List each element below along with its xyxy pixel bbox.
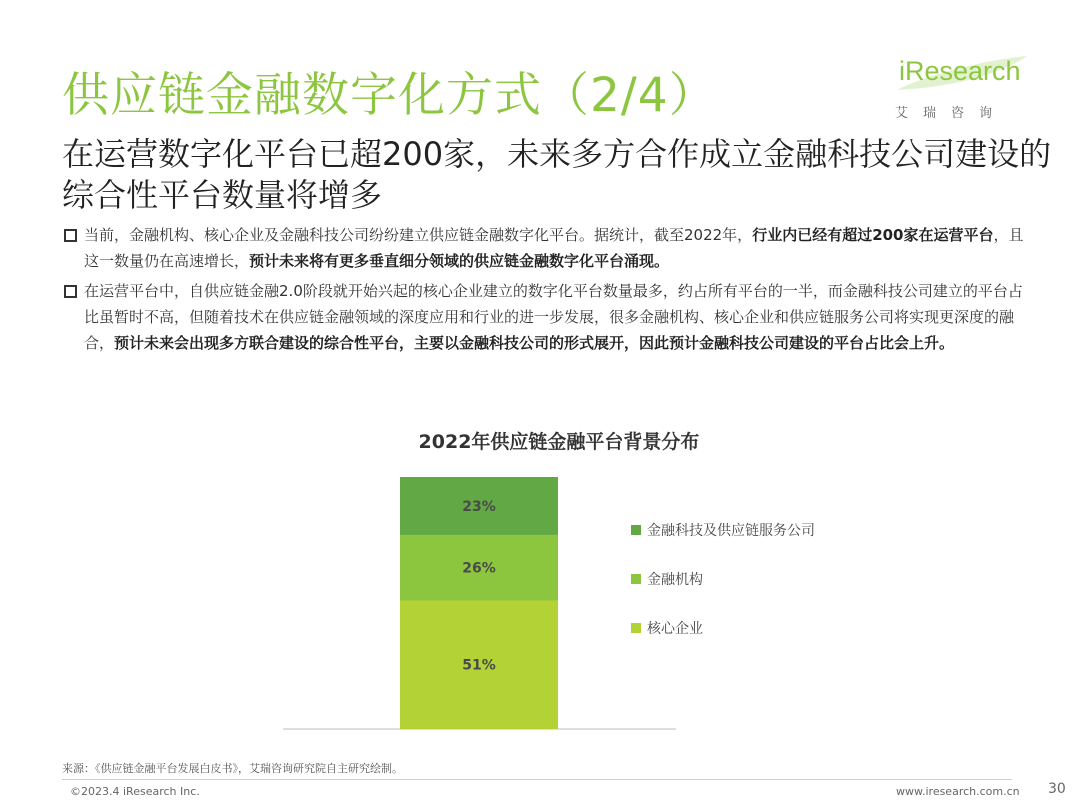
copyright-text: ©2023.4 iResearch Inc.	[70, 785, 200, 798]
data-label: 26%	[462, 560, 496, 577]
legend-swatch	[631, 623, 641, 633]
bullet-emphasis: 预计未来会出现多方联合建设的综合性平台，主要以金融科技公司的形式展开，因此预计金融科技公司建设的平台占比会上升。	[114, 334, 955, 352]
legend-swatch	[631, 525, 641, 535]
bullet-emphasis: 预计未来将有更多垂直细分领域的供应链金融数字化平台涌现。	[249, 252, 670, 270]
bullet-segment: 当前，金融机构、核心企业及金融科技公司纷纷建立供应链金融数字化平台。据统计，截至2022年，	[84, 226, 753, 244]
page-number: 30	[1048, 781, 1066, 797]
slide-subtitle: 在运营数字化平台已超200家，未来多方合作成立金融科技公司建设的综合性平台数量将增多	[62, 135, 1052, 214]
website-link[interactable]: www.iresearch.com.cn	[896, 785, 1020, 798]
logo-subtitle: 艾瑞咨询	[895, 106, 1008, 121]
source-note: 来源：《供应链金融平台发展白皮书》，艾瑞咨询研究院自主研究绘制。	[62, 762, 403, 775]
bullet-segment: ，且这一数量仍在高速增长，	[84, 226, 1024, 270]
chart-title: 2022年供应链金融平台背景分布	[418, 431, 700, 453]
legend-label: 核心企业	[647, 621, 703, 637]
slide-title: 供应链金融数字化方式（2/4）	[62, 68, 717, 123]
footer-divider	[62, 779, 1012, 780]
legend-label: 金融机构	[647, 572, 703, 588]
logo-wordmark: iResearch	[899, 56, 1021, 86]
bullet-segment: 在运营平台中，自供应链金融2.0阶段就开始兴起的核心企业建立的数字化平台数量最多，约占所有平台的一半，而金融科技公司建立的平台占比虽暂时不高，但随着技术在供应链金融领域的深度应用和行业的进一步发展，很多金融机构、核心企业和供应链服务公司将实现更深度的融合，	[84, 282, 1023, 352]
data-label: 23%	[462, 498, 496, 515]
data-label: 51%	[462, 657, 496, 674]
legend-swatch	[631, 574, 641, 584]
bullet-emphasis: 行业内已经有超过200家在运营平台	[752, 226, 994, 244]
legend-label: 金融科技及供应链服务公司	[647, 523, 815, 539]
